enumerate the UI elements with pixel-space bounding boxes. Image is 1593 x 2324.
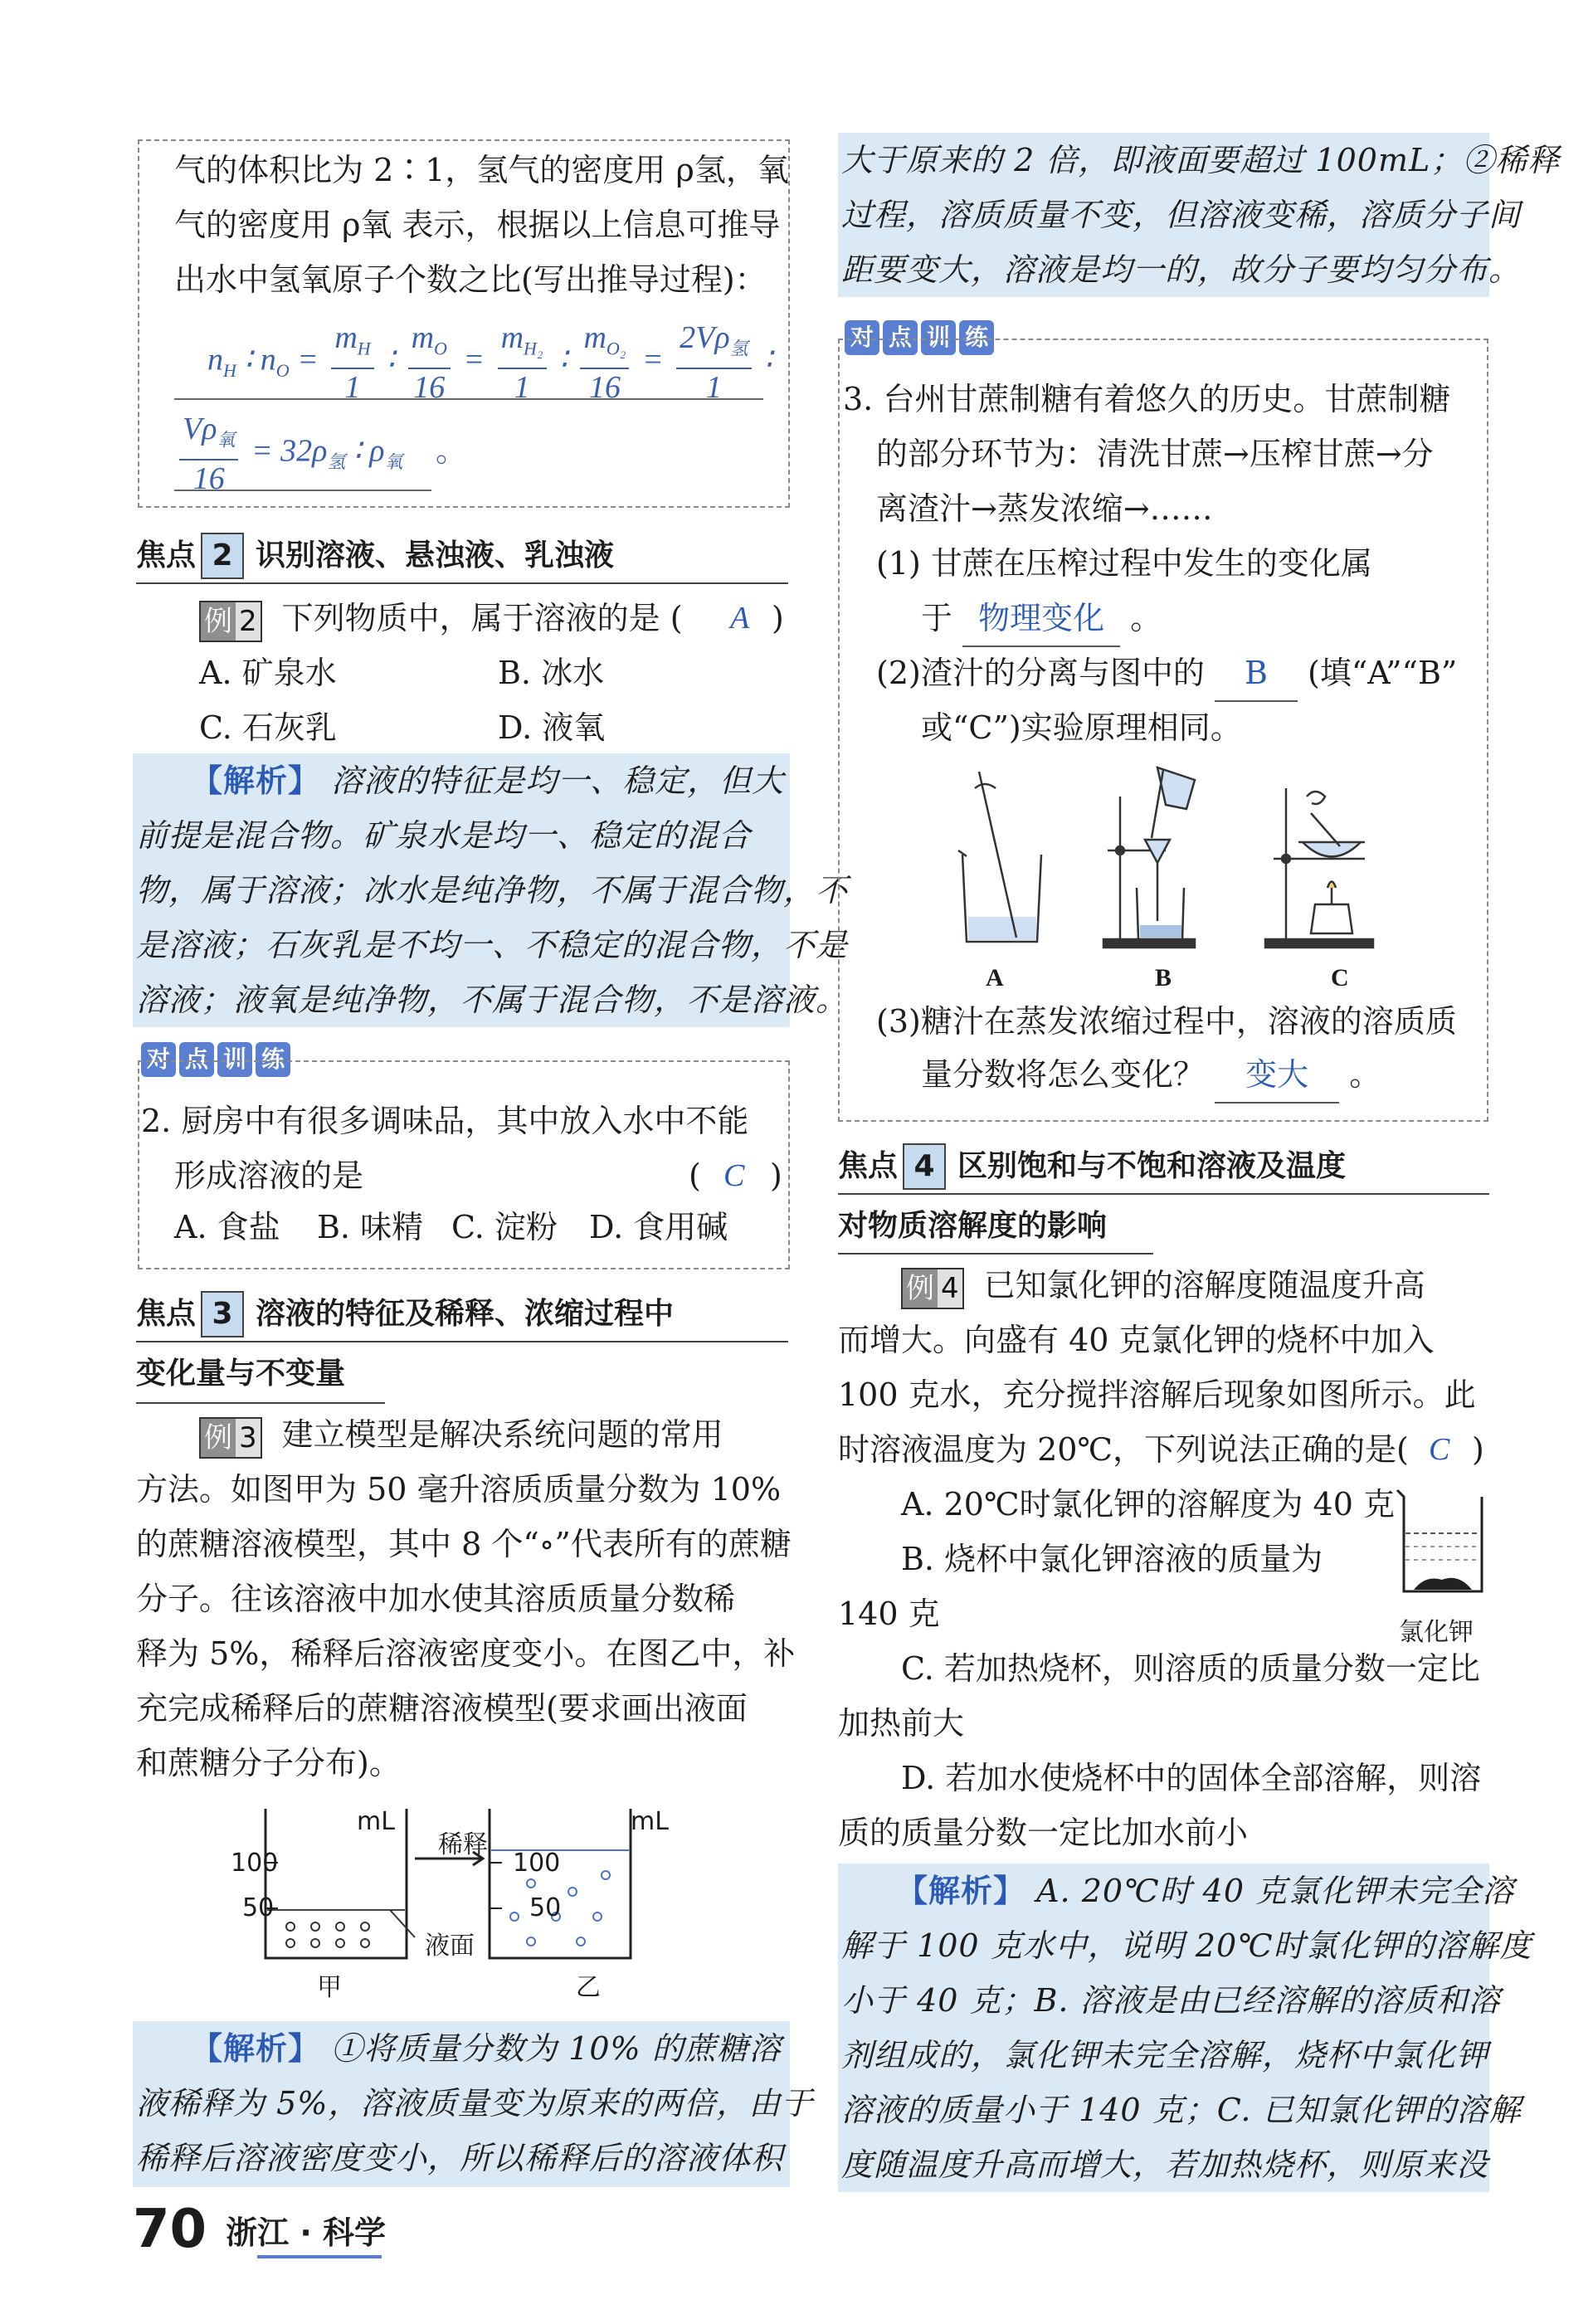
option-b: B. 冰水 [498,655,605,691]
page-number: 70 [133,2199,207,2260]
answer-blank-3: 变大 [1215,1047,1339,1104]
book-title: 浙江 · 科学 [226,2214,387,2251]
question-2-answer: C [723,1158,745,1193]
apparatus-a [958,772,1041,942]
footer-underline [257,2255,382,2258]
example-tag: 例 2 [199,601,262,642]
example-tag: 例 4 [901,1268,964,1309]
divider [136,582,788,584]
divider [838,1253,1153,1255]
example-2-answer: A [730,601,750,636]
answer-underline [174,398,763,400]
beaker-yi [490,1809,631,1958]
option-d: D. 液氧 [498,709,606,746]
analysis-3: 【解析】 ①将质量分数为 10% 的蔗糖溶 液稀释为 5%，溶液质量变为原来的两倍，由于 稀释后溶液密度变小，所以稀释后的溶液体积 [133,2021,790,2187]
divider [838,1193,1489,1195]
example-tag: 例 3 [199,1417,262,1459]
analysis-3-continued: 大于原来的 2 倍，即液面要超过 100mL；②稀释 过程，溶质质量不变，但溶液变稀，溶质分子间 距要变大，溶液是均一的，故分子要均匀分布。 [838,133,1489,297]
example-2-question: 例 2 下列物质中，属于溶液的是 ( [199,591,683,646]
analysis-4: 【解析】 A. 20℃时 40 克氯化钾未完全溶 解于 100 克水中，说明 20℃时氯化钾的溶解度 小于 40 克；B. 溶液是由已经溶解的溶质和溶 剂组成的，氯化钾未完全溶解，烧杯中氯化钾 溶液的质量小于 140 克；C. 已知氯化钾的溶解 度随温度升高而增大，若加热烧杯，则原来没 [838,1864,1489,2192]
sucrose-molecules-jia [286,1922,369,1947]
answer-blank-1: 物理变化 [962,591,1120,647]
example-4-question: 例 4 已知氯化钾的溶解度随温度升高 [901,1258,1425,1313]
apparatus-figure [946,763,1444,962]
apparatus-b [1103,767,1195,948]
dilution-figure [216,1792,697,1991]
example-4-answer: C [1429,1432,1450,1467]
divider [136,1341,788,1342]
example-3-question: 例 3 建立模型是解决系统问题的常用 [199,1407,723,1462]
option-c: C. 石灰乳 [199,709,337,746]
text-line: 出水中氢氧原子个数之比(写出推导过程)： [174,261,767,298]
focus-heading-4-cont: 对物质溶解度的影响 [838,1209,1108,1243]
page-footer [133,2199,386,2260]
focus-heading-2: 焦点 2 识别溶液、悬浊液、乳浊液 [136,531,614,581]
divider [136,1402,385,1404]
undissolved-kcl [1414,1578,1472,1590]
training-badge: 对 点 训 练 [141,1042,290,1077]
answer-blank-2: B [1215,646,1298,702]
training-badge: 对 点 训 练 [845,320,994,355]
focus-heading-4: 焦点 4 区别饱和与不饱和溶液及温度 [838,1142,1346,1191]
focus-heading-3: 焦点 3 溶液的特征及稀释、浓缩过程中 [136,1289,674,1339]
text-line: 气的体积比为 2∶1，氢气的密度用 ρ氢，氧 [174,152,789,188]
kcl-beaker [1392,1485,1492,1610]
apparatus-c [1265,788,1373,948]
answer-underline [174,490,431,491]
analysis-2: 【解析】 溶液的特征是均一、稳定，但大 前提是混合物。矿泉水是均一、稳定的混合 物，属于溶液；冰水是纯净物，不属于混合物，不 是溶液；石灰乳是不均一、不稳定的混合物，不是 溶液；液氧是纯净物，不属于混合物，不是溶液。 [133,753,790,1027]
derivation-formula-1: $n_H$ ∶ $n_O$ = $\frac{m_H}{1}$ ∶ $\frac{m_O}{16}$ = $\frac{m_{H_2}}{1}$ ∶ $\frac{m_{O_2}}{16}$ = $\frac{2V\rho_氢}{1}$ ∶ [207,320,772,405]
option-a: A. 矿泉水 [199,655,337,691]
focus-heading-3-cont: 变化量与不变量 [136,1357,346,1391]
derivation-formula-2: $\frac{V\rho_氧}{16}$ = $32\rho_氢$ ∶ $\rho_氧$ 。 [174,411,467,497]
text-line: 气的密度用 ρ氧 表示，根据以上信息可推导 [174,207,781,243]
